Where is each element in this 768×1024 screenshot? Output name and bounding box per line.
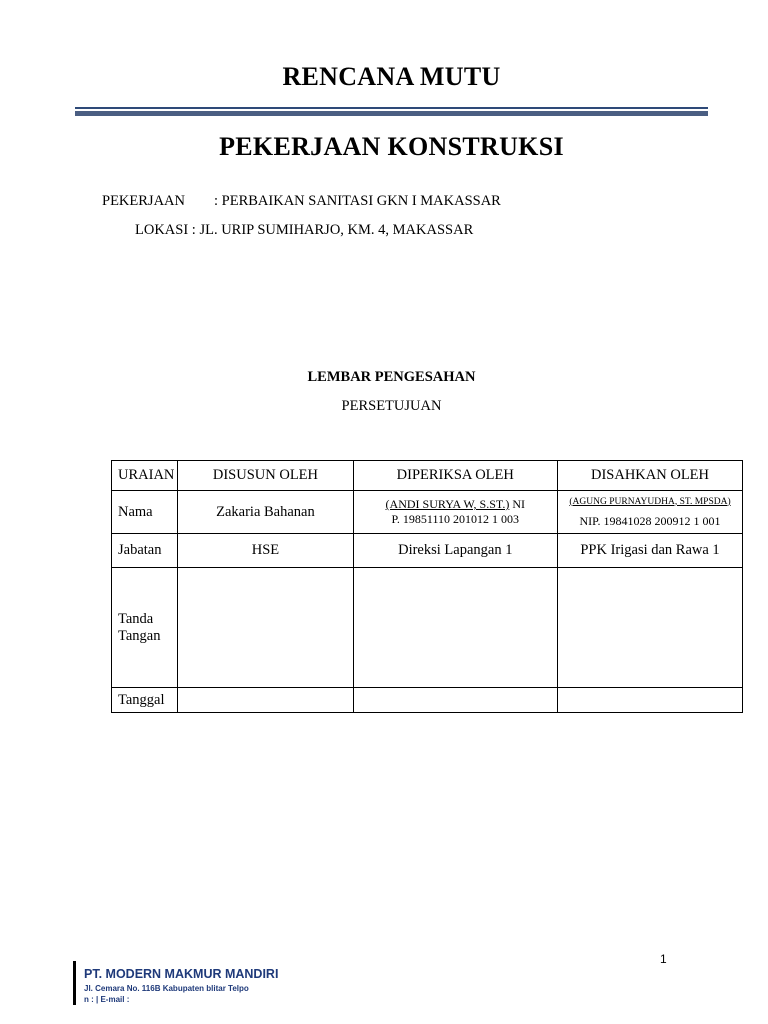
disahkan-jabatan: PPK Irigasi dan Rawa 1 (558, 534, 743, 568)
diperiksa-nip-end: P. 19851110 201012 1 003 (391, 512, 519, 526)
approval-table (111, 460, 743, 713)
date-diperiksa (353, 688, 558, 713)
header-uraian: URAIAN (112, 461, 178, 491)
row-label-tanggal: Tanggal (112, 688, 178, 713)
footer-address-line2: n : | E-mail : (84, 995, 130, 1004)
table-row-jabatan (112, 534, 743, 568)
page-number: 1 (660, 952, 667, 966)
signature-diperiksa (353, 568, 558, 688)
footer-address (84, 983, 294, 1005)
pekerjaan-label: PEKERJAAN (102, 193, 185, 209)
date-disusun (178, 688, 353, 713)
table-row-tanggal (112, 688, 743, 713)
tangan-label: Tangan (118, 627, 161, 644)
row-label-tanda-tangan (112, 568, 178, 688)
signature-disusun (178, 568, 353, 688)
document-title: RENCANA MUTU (282, 62, 501, 91)
document-subtitle: PEKERJAAN KONSTRUKSI (219, 132, 564, 161)
title-divider-thin (75, 107, 708, 109)
tanda-label: Tanda (118, 610, 154, 627)
footer-company-name: PT. MODERN MAKMUR MANDIRI (84, 967, 279, 981)
section-subtitle: PERSETUJUAN (341, 398, 442, 414)
diperiksa-name: (ANDI SURYA W, S.ST.) (385, 497, 510, 511)
disahkan-name: (AGUNG PURNAYUDHA, ST. MPSDA) (569, 496, 731, 507)
disahkan-nama-cell (558, 491, 743, 534)
diperiksa-nip-start: NI (509, 497, 526, 511)
signature-disahkan (558, 568, 743, 688)
disusun-nama: Zakaria Bahanan (178, 491, 353, 534)
table-row-nama (112, 491, 743, 534)
diperiksa-jabatan: Direksi Lapangan 1 (353, 534, 558, 568)
header-disusun: DISUSUN OLEH (178, 461, 353, 491)
header-diperiksa: DIPERIKSA OLEH (353, 461, 558, 491)
header-disahkan: DISAHKAN OLEH (558, 461, 743, 491)
row-label-nama: Nama (112, 491, 178, 534)
table-header-row (112, 461, 743, 491)
section-title: LEMBAR PENGESAHAN (307, 369, 476, 385)
date-disahkan (558, 688, 743, 713)
lokasi-line: LOKASI : JL. URIP SUMIHARJO, KM. 4, MAKASSAR (135, 222, 474, 238)
table-row-tanda-tangan (112, 568, 743, 688)
row-label-jabatan: Jabatan (112, 534, 178, 568)
disahkan-nip: NIP. 19841028 200912 1 001 (579, 513, 721, 528)
footer-accent-bar (73, 961, 76, 1005)
disusun-jabatan: HSE (178, 534, 353, 568)
footer-address-line1: Jl. Cemara No. 116B Kabupaten blitar Telpo (84, 984, 249, 993)
pekerjaan-value: : PERBAIKAN SANITASI GKN I MAKASSAR (214, 193, 501, 209)
diperiksa-nama-cell (353, 491, 558, 534)
title-divider-thick (75, 111, 708, 116)
